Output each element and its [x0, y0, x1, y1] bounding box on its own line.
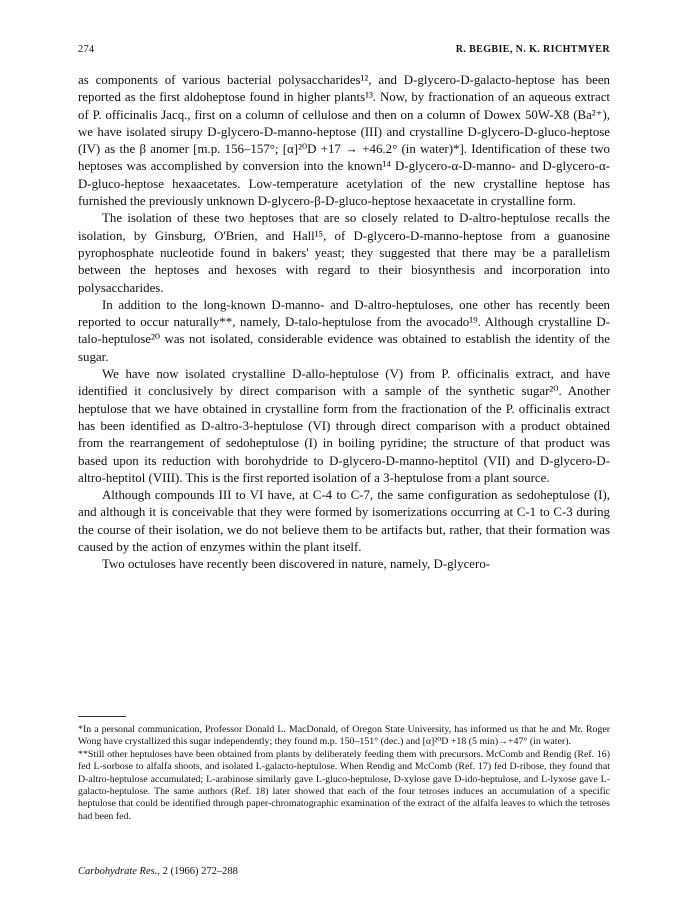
footnote: **Still other heptuloses have been obtained from plants by deliberately feeding them with precursors. McComb and Rendig (Ref. 16) fed L-sorbose to alfalfa shoots, and isolated L-galacto-heptulose. When Rendig and McComb (Ref. 17) fed D-ribose, they found that D-altro-heptulose accumulated; L-arabinose similarly gave L-gluco-heptulose, D-xylose gave D-ido-heptulose, and L-lyxose gave L-galacto-heptulose. The same authors (Ref. 18) later showed that each of the four tetroses induces an accumulation of a specific heptulose that could be identified through paper-chromatographic examination of the extract of the alfalfa leaves to which the tetroses had been fed. — [78, 748, 610, 822]
paragraph: The isolation of these two heptoses that are so closely related to D-altro-heptulose recalls the isolation, by Ginsburg, O'Brien, and Hall¹⁵, of D-glycero-D-manno-heptose from a guanosine pyrophosphate nucleotide found in bakers' yeast; they suggested that there may be a parallelism between the heptoses and hexoses with regard to their biosynthesis and incorporation into polysaccharides. — [78, 211, 610, 295]
journal-name: Carbohydrate Res., — [78, 866, 160, 877]
footnote-divider — [78, 716, 126, 717]
page-footer — [78, 866, 238, 877]
journal-citation: 2 (1966) 272–288 — [162, 866, 238, 877]
paragraph: as components of various bacterial polysaccharides¹², and D-glycero-D-galacto-heptose has been reported as the first aldoheptose found in higher plants¹³. Now, by fractionation of an aqueous extract of P. officinalis Jacq., first on a column of cellulose and then on a column of Dowex 50W-X8 (Ba²⁺), we have isolated sirupy D-glycero-D-manno-heptose (III) and crystalline D-glycero-D-gluco-heptose (IV) as the β anomer [m.p. 156–157°; [α]²⁰D +17 → +46.2° (in water)*]. Identification of these two heptoses was accomplished by conversion into the known¹⁴ D-glycero-α-D-manno- and D-glycero-α-D-gluco-heptose hexaacetates. Low-temperature acetylation of the new crystalline heptose has furnished the previously unknown D-glycero-β-D-gluco-heptose hexaacetate in crystalline form. — [78, 73, 610, 209]
page-number: 274 — [78, 44, 95, 55]
running-title: R. BEGBIE, N. K. RICHTMYER — [455, 44, 610, 55]
page-header — [78, 44, 610, 55]
body-text — [78, 72, 610, 574]
footnote: *In a personal communication, Professor Donald L. MacDonald, of Oregon State University, has informed us that he and Mr. Roger Wong have crystallized this sugar independently; they found m.p. 150–151° (dec.) and [α]²⁰D +18 (5 min)→+47° (in water). — [78, 724, 610, 748]
paragraph: We have now isolated crystalline D-allo-heptulose (V) from P. officinalis extract, and have identified it conclusively by direct comparison with a sample of the synthetic sugar²⁰. Another heptulose that we have obtained in crystalline form from the fractionation of the P. officinalis extract has been identified as D-altro-3-heptulose (VI) through direct comparison with a product obtained from the rearrangement of sedoheptulose (I) in boiling pyridine; the structure of that product was based upon its reduction with borohydride to D-glycero-D-manno-heptitol (VII) and D-glycero-D-altro-heptitol (VIII). This is the first reported isolation of a 3-heptulose from a plant source. — [78, 367, 610, 485]
paragraph: Although compounds III to VI have, at C-4 to C-7, the same configuration as sedoheptulose (I), and although it is conceivable that they were formed by isomerizations occurring at C-1 to C-3 during the course of their isolation, we do not believe them to be artifacts but, rather, that their formation was caused by the action of enzymes within the plant itself. — [78, 488, 610, 555]
paragraph: Two octuloses have recently been discovered in nature, namely, D-glycero- — [102, 557, 491, 572]
footnotes — [78, 724, 610, 823]
paragraph: In addition to the long-known D-manno- and D-altro-heptuloses, one other has recently been reported to occur naturally**, namely, D-talo-heptulose from the avocado¹⁹. Although crystalline D-talo-heptulose²⁰ was not isolated, considerable evidence was obtained to establish the identity of the sugar. — [78, 297, 610, 364]
